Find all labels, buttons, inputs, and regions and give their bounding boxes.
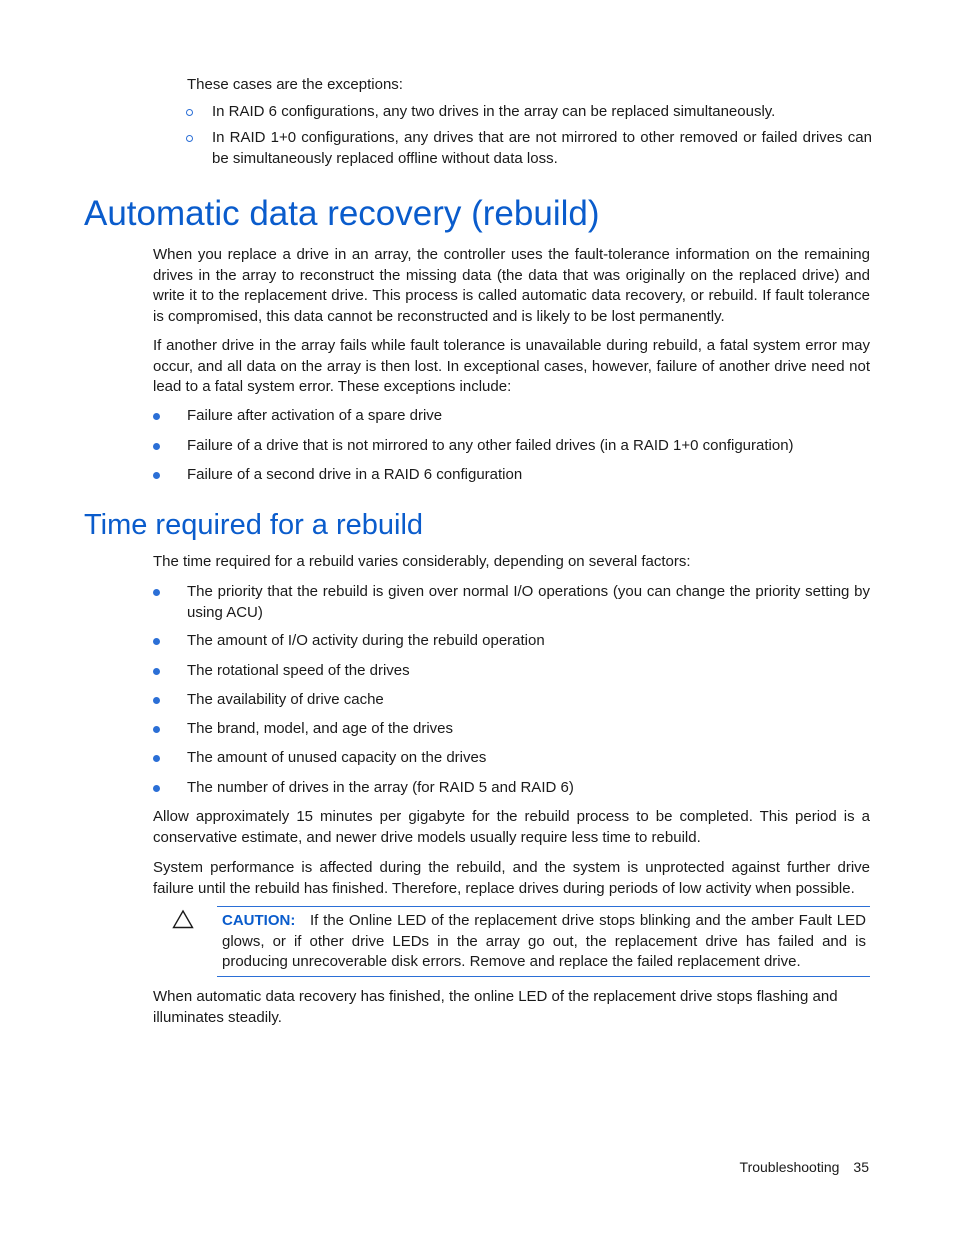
- list-item: Failure after activation of a spare drive: [187, 407, 443, 424]
- paragraph: When you replace a drive in an array, the controller uses the fault-tolerance information on the remaining drives in the array to reconstruct the missing data (the data that was originally on the replaced drive) and write it to the replacement drive. This process is called automatic data recovery, or rebuild. If fault tolerance is compromised, this data cannot be reconstructed and is likely to be lost permanently.: [153, 246, 870, 325]
- circle-bullet-icon: [186, 135, 193, 142]
- circle-bullet-icon: [186, 109, 193, 116]
- bullet-icon: [153, 638, 160, 645]
- paragraph: Allow approximately 15 minutes per gigabyte for the rebuild process to be completed. This period is a conservative estimate, and newer drive models usually require less time to rebuild.: [153, 808, 870, 846]
- paragraph: If another drive in the array fails while fault tolerance is unavailable during rebuild, a fatal system error may occur, and all data on the array is then lost. In exceptional cases, however, failure of another drive need not lead to a fatal system error. These exceptions include:: [153, 337, 870, 395]
- bullet-icon: [153, 413, 160, 420]
- paragraph: System performance is affected during the rebuild, and the system is unprotected against further drive failure until the rebuild has finished. Therefore, replace drives during periods of low activity when possible.: [153, 859, 870, 897]
- paragraph: The time required for a rebuild varies considerably, depending on several factors:: [153, 553, 691, 570]
- page-footer: [740, 1158, 869, 1176]
- bullet-icon: [153, 443, 160, 450]
- caution-label: CAUTION:: [222, 912, 296, 929]
- intro-lead: These cases are the exceptions:: [187, 76, 403, 93]
- intro-item: In RAID 6 configurations, any two drives in the array can be replaced simultaneously.: [212, 103, 776, 120]
- caution-text: [222, 911, 866, 973]
- section-heading-time-required: Time required for a rebuild: [84, 509, 424, 541]
- list-item: Failure of a drive that is not mirrored to any other failed drives (in a RAID 1+0 configuration): [187, 437, 794, 454]
- bullet-icon: [153, 589, 160, 596]
- footer-section: Troubleshooting: [739, 1159, 840, 1175]
- list-item: The number of drives in the array (for RAID 5 and RAID 6): [187, 779, 574, 796]
- intro-item: In RAID 1+0 configurations, any drives that are not mirrored to other removed or failed drives can be simultaneously replaced offline without data loss.: [212, 129, 872, 167]
- list-item: The rotational speed of the drives: [187, 662, 410, 679]
- bullet-icon: [153, 785, 160, 792]
- list-item: Failure of a second drive in a RAID 6 configuration: [187, 466, 523, 483]
- bullet-icon: [153, 755, 160, 762]
- warning-triangle-icon: [172, 909, 194, 929]
- page-number: 35: [853, 1159, 869, 1175]
- section-heading-rebuild: Automatic data recovery (rebuild): [84, 194, 600, 233]
- list-item: The amount of unused capacity on the drives: [187, 749, 487, 766]
- paragraph: When automatic data recovery has finished, the online LED of the replacement drive stops flashing and illuminates steadily.: [153, 988, 838, 1026]
- list-item: The amount of I/O activity during the rebuild operation: [187, 632, 545, 649]
- bullet-icon: [153, 697, 160, 704]
- bullet-icon: [153, 668, 160, 675]
- list-item: The priority that the rebuild is given over normal I/O operations (you can change the priority setting by using ACU): [187, 583, 870, 621]
- caution-body: If the Online LED of the replacement drive stops blinking and the amber Fault LED glows, or if other drive LEDs in the array go out, the replacement drive has failed and is producing unrecoverable disk errors. Remove and replace the failed replacement drive.: [222, 912, 866, 970]
- bullet-icon: [153, 472, 160, 479]
- bullet-icon: [153, 726, 160, 733]
- list-item: The availability of drive cache: [187, 691, 384, 708]
- list-item: The brand, model, and age of the drives: [187, 720, 454, 737]
- caution-callout: [217, 906, 870, 977]
